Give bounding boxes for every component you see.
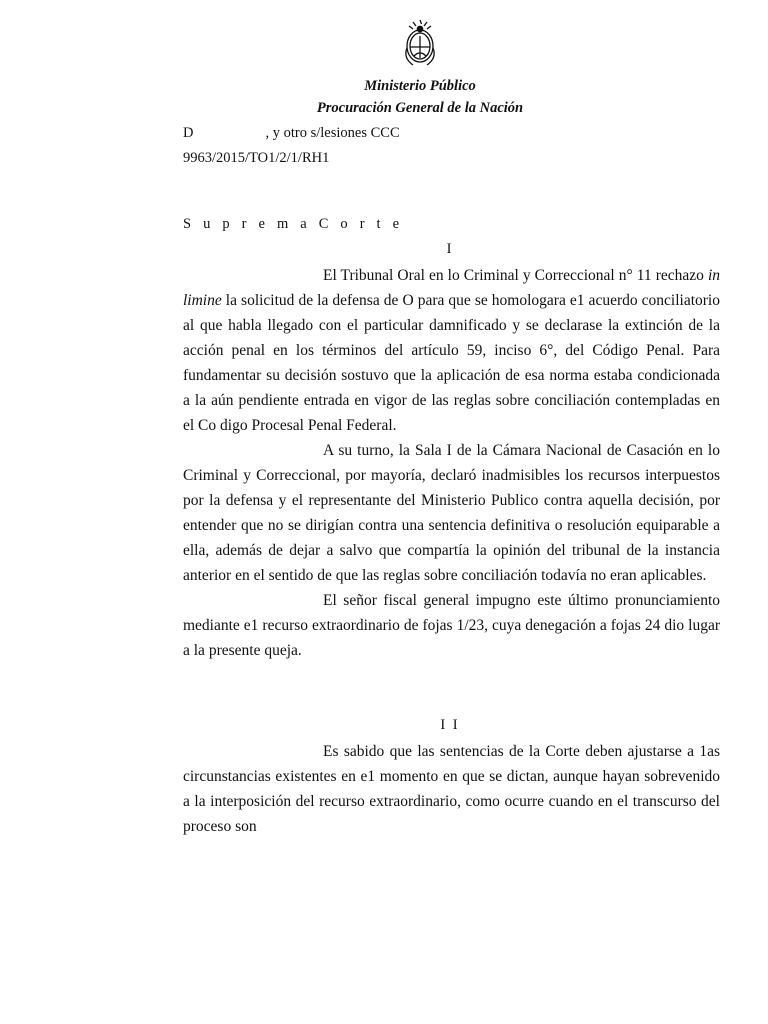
paragraph: A su turno, la Sala I de la Cámara Nacional de Casación en lo Criminal y Correccional, por mayoría, declaró inadmisibles los recursos interpuestos por la defensa y el representante del Ministerio Publico contra aquella decisión, por entender que no se dirigían contra una sentencia definitiva o resolución equiparable a ella, además de dejar a salvo que compartía la opinión del tribunal de la instancia anterior en el sentido de que las reglas sobre conciliación todavía no eran aplicables. [183,442,720,584]
case-party-initial: D [183,125,194,141]
latin-phrase: in limine [183,267,720,309]
section-number: I I [440,717,460,733]
ministry-title: Ministerio Público [364,78,476,94]
section-number: I [446,241,454,257]
office-subtitle: Procuración General de la Nación [316,100,524,116]
section-body [183,739,720,839]
paragraph: El Tribunal Oral en lo Criminal y Correccional n° 11 rechazo in limine la solicitud de la defensa de O para que se homologara e1 acuerdo conciliatorio al que habla llegado con el particular damnificado y se declarase la extinción de la acción penal en los términos del artículo 59, inciso 6°, del Código Penal. Para fundamentar su decisión sostuvo que la aplicación de esa norma estaba condicionada a la aún pendiente entrada en vigor de las reglas sobre conciliación contempladas en el Co digo Procesal Penal Federal. [183,267,720,434]
paragraph: El señor fiscal general impugno este último pronunciamiento mediante e1 recurso extraordinario de fojas 1/23, cuya denegación a fojas 24 dio lugar a la presente queja. [183,592,720,659]
case-number: 9963/2015/TO1/2/1/RH1 [183,150,330,166]
coat-of-arms-seal-icon [401,18,439,68]
section-body [183,263,720,663]
case-title: , y otro s/lesiones CCC [265,125,400,141]
addressee: S u p r e m a C o r t e [183,216,404,232]
case-caption [183,125,400,142]
paragraph: Es sabido que las sentencias de la Corte deben ajustarse a 1as circunstancias existentes en e1 momento en que se dictan, aunque hayan sobrevenido a la interposición del recurso extraordinario, como ocurre cuando en el transcurso del proceso son [183,743,720,835]
